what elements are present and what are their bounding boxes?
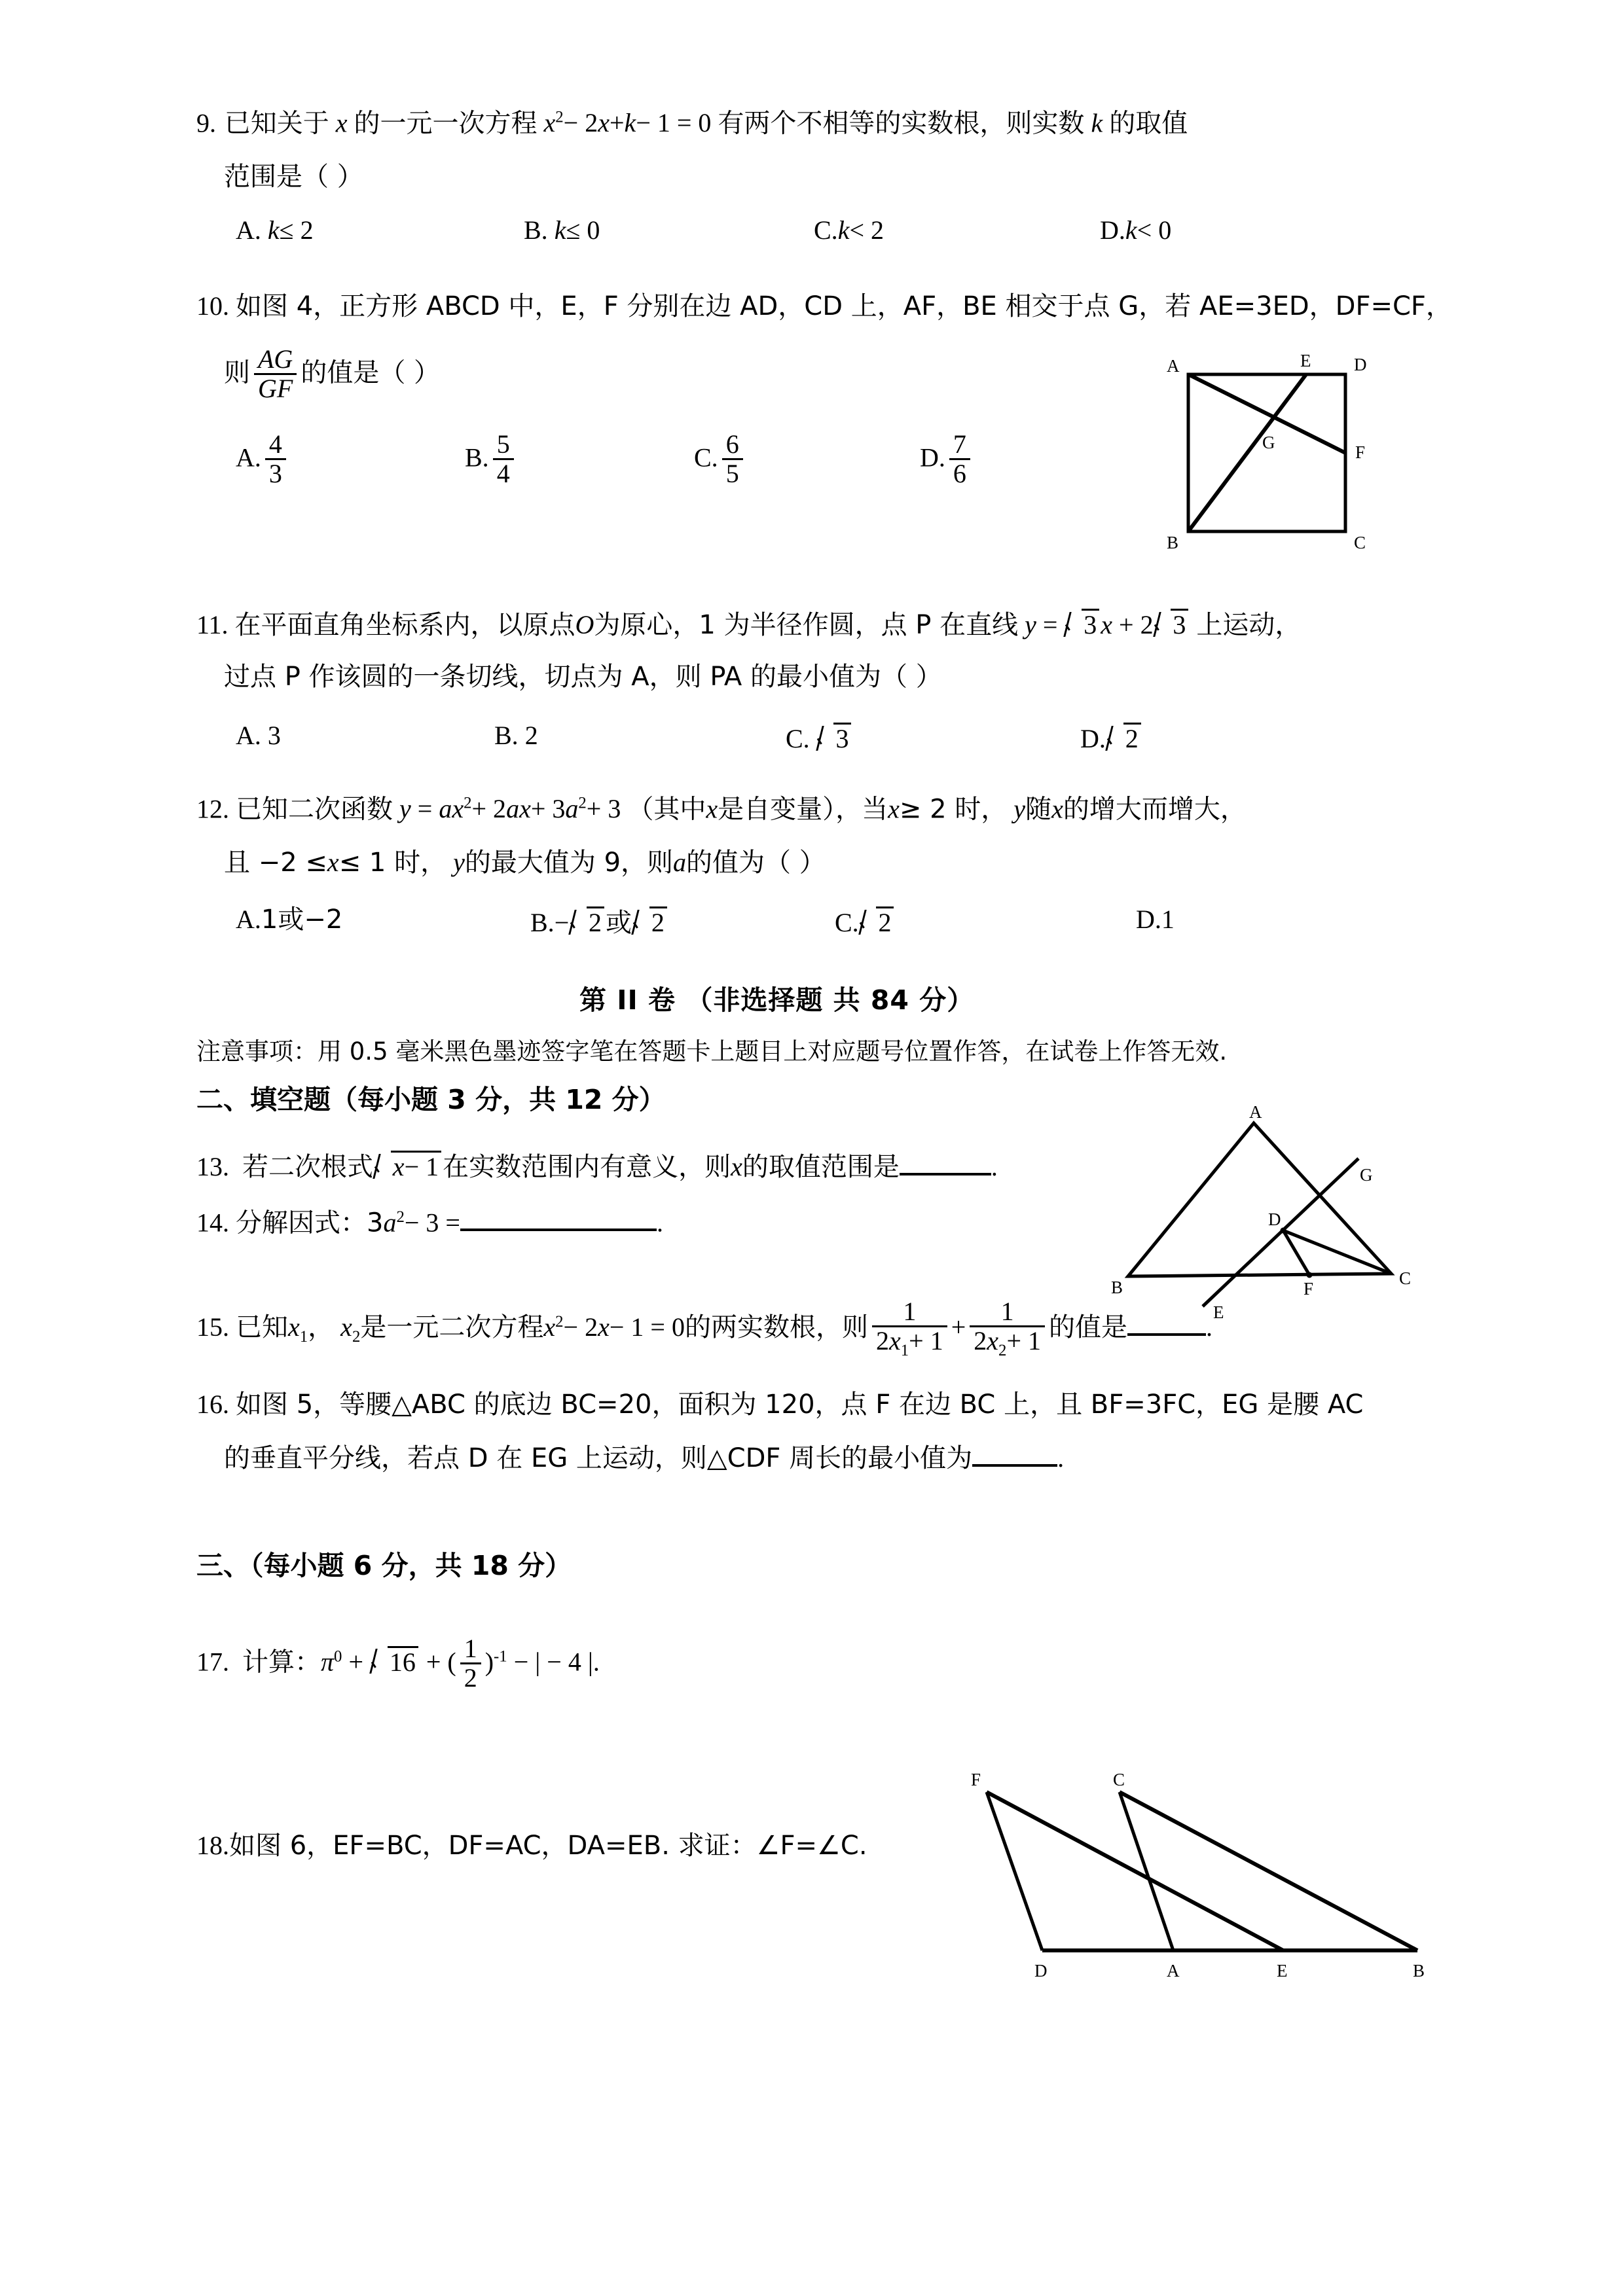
figure-4-label-C: C xyxy=(1354,533,1366,550)
q12-option-c[interactable]: C. 2 xyxy=(835,906,895,936)
figure-5-label-F: F xyxy=(1304,1279,1314,1299)
q9-equation: $x^2- 2x+k- 1 = 0$ xyxy=(543,108,712,138)
question-9-line-1 xyxy=(196,108,1188,139)
q9-var-k: k xyxy=(1091,108,1103,138)
q11-line-equation: y = 3 x + 2 3 xyxy=(1025,610,1190,639)
question-18: 18.如图 6，EF=BC，DF=AC，DA=EB. 求证：∠F=∠C. xyxy=(196,1831,867,1861)
q11-option-a[interactable]: A. 3 xyxy=(236,721,281,750)
q11-number: 11. xyxy=(196,610,228,639)
q18-number: 18. xyxy=(196,1831,229,1860)
q10-option-d[interactable]: D. $\frac{7}{6}$ xyxy=(920,432,974,489)
figure-4-square-abcd xyxy=(1126,340,1401,550)
figure-6-label-A: A xyxy=(1167,1961,1180,1981)
q14-number: 14. xyxy=(196,1208,229,1238)
figure-5-label-C: C xyxy=(1399,1268,1412,1288)
q9-text-a: 已知关于 xyxy=(224,108,329,139)
question-16-line-2: 的垂直平分线，若点 D 在 EG 上运动，则△CDF 周长的最小值为 . xyxy=(224,1443,1065,1473)
figure-4-label-G: G xyxy=(1262,433,1275,452)
q9-number: 9. xyxy=(196,108,216,138)
q9-option-a[interactable]: A. k≤ 2 xyxy=(236,215,314,245)
figure-4-label-A: A xyxy=(1167,356,1180,376)
q10-option-b[interactable]: B. $\frac{5}{4}$ xyxy=(465,432,518,489)
figure-5-label-A: A xyxy=(1249,1105,1262,1122)
question-10-line-2: 则 $\frac{AG}{GF}$ 的值是（ ） xyxy=(224,344,441,403)
figure-6-two-triangles xyxy=(917,1748,1440,1990)
question-9-line-2: 范围是（ ） xyxy=(224,162,363,192)
q9-option-b[interactable]: B. k≤ 0 xyxy=(524,215,600,245)
q11-option-c[interactable]: C. 3 xyxy=(786,723,852,752)
figure-6-label-B: B xyxy=(1413,1961,1425,1981)
q12-number: 12. xyxy=(196,794,229,824)
q9-var-x: x xyxy=(335,108,348,138)
q9-text-d: 的取值 xyxy=(1109,108,1188,139)
q16-number: 16. xyxy=(196,1390,229,1419)
figure-6-label-E: E xyxy=(1277,1961,1288,1981)
q15-fraction-2: $\frac{1}{2x_2+ 1}$ xyxy=(970,1298,1045,1359)
q9-option-c[interactable]: C.k< 2 xyxy=(814,215,884,245)
figure-4-label-B: B xyxy=(1167,533,1179,550)
question-17: 17. 计算：$\pi^0 + 16$ + ( $\frac{1}{2}$ )$^{-1}$ − | − 4 |. xyxy=(196,1634,600,1693)
figure-5-label-B: B xyxy=(1111,1278,1123,1297)
q15-number: 15. xyxy=(196,1312,229,1342)
q10-option-c[interactable]: C. $\frac{6}{5}$ xyxy=(694,432,747,489)
q11-option-b[interactable]: B. 2 xyxy=(494,721,538,750)
q10-text: 如图 4，正方形 ABCD 中，E，F 分别在边 AD，CD 上，AF，BE 相交于点 G，若 AE=3ED，DF=CF， xyxy=(236,291,1452,321)
question-16-line-1: 16. 如图 5，等腰△ABC 的底边 BC=20，面积为 120，点 F 在边 BC 上，且 BF=3FC，EG 是腰 AC xyxy=(196,1390,1364,1420)
q15-answer-blank[interactable] xyxy=(1127,1333,1206,1336)
q9-option-d[interactable]: D.k< 0 xyxy=(1100,215,1172,245)
q9-text-c: 有两个不相等的实数根，则实数 xyxy=(718,108,1085,139)
q10-option-a[interactable]: A. $\frac{4}{3}$ xyxy=(236,432,290,489)
q14-answer-blank[interactable] xyxy=(460,1229,657,1231)
q12-equation: $y = ax^2+ 2ax+ 3a^2+ 3$ xyxy=(399,794,621,824)
q11-option-d[interactable]: D. 2 xyxy=(1080,723,1142,752)
question-14: 14. 分解因式：$3a^2- 3$ = . xyxy=(196,1208,663,1238)
figure-5-label-E: E xyxy=(1213,1302,1224,1321)
section-2-header: 第 II 卷 （非选择题 共 84 分） xyxy=(579,984,975,1016)
figure-5-label-D: D xyxy=(1268,1210,1281,1229)
question-11-line-1: 11. 在平面直角坐标系内，以原点O为原心，1 为半径作圆，点 P 在直线 y = 3 x + 2 3 上运动， xyxy=(196,610,1302,640)
q12-option-a[interactable]: A.1或−2 xyxy=(236,905,343,935)
question-12-line-1: 12. 已知二次函数 $y = ax^2+ 2ax+ 3a^2+ 3$ （其中x是自变量），当x≥ 2 时， y随x的增大而增大， xyxy=(196,794,1247,825)
figure-6-label-D: D xyxy=(1034,1961,1048,1981)
figure-6-label-C: C xyxy=(1113,1770,1125,1789)
q10-number: 10. xyxy=(196,291,229,321)
q13-number: 13. xyxy=(196,1152,229,1181)
question-11-line-2: 过点 P 作该圆的一条切线，切点为 A，则 PA 的最小值为（ ） xyxy=(224,662,942,692)
figure-4-label-D: D xyxy=(1354,355,1367,374)
q13-answer-blank[interactable] xyxy=(900,1173,991,1175)
question-13: 13. 若二次根式 x− 1 在实数范围内有意义，则x的取值范围是 . xyxy=(196,1152,998,1182)
figure-5-isosceles-triangle xyxy=(1064,1105,1431,1321)
figure-5-label-G: G xyxy=(1360,1165,1373,1185)
figure-4-label-E: E xyxy=(1300,351,1311,370)
q9-text-b: 的一元一次方程 xyxy=(354,108,538,139)
q12-option-d[interactable]: D.1 xyxy=(1136,905,1175,934)
figure-6-label-F: F xyxy=(971,1770,981,1789)
q10-fraction-ag-gf: $\frac{AG}{GF}$ xyxy=(254,346,297,403)
q16-answer-blank[interactable] xyxy=(972,1464,1057,1467)
q15-fraction-1: $\frac{1}{2x_1+ 1}$ xyxy=(872,1298,947,1359)
q12-option-b[interactable]: B.− 2 或 2 xyxy=(530,906,668,936)
section-3-title: 三、（每小题 6 分，共 18 分） xyxy=(196,1550,572,1581)
notice-text: 注意事项：用 0.5 毫米黑色墨迹签字笔在答题卡上题目上对应题号位置作答，在试卷上作答无效. xyxy=(196,1037,1228,1066)
section-2-title: 二、填空题（每小题 3 分，共 12 分） xyxy=(196,1084,666,1115)
question-12-line-2: 且 −2 ≤x≤ 1 时， y的最大值为 9，则a的值为（ ） xyxy=(224,848,826,878)
q17-number: 17. xyxy=(196,1647,229,1677)
question-10-line-1 xyxy=(196,293,1452,319)
figure-4-label-F: F xyxy=(1355,442,1366,462)
question-15: 15. 已知$x_1$， $x_2$是一元二次方程$x^2- 2x- 1 = 0$的两实数根，则 $\frac{1}{2x_1+ 1}$ + $\frac{1}{2x_2+ 1}$ 的值是 . xyxy=(196,1297,1213,1359)
